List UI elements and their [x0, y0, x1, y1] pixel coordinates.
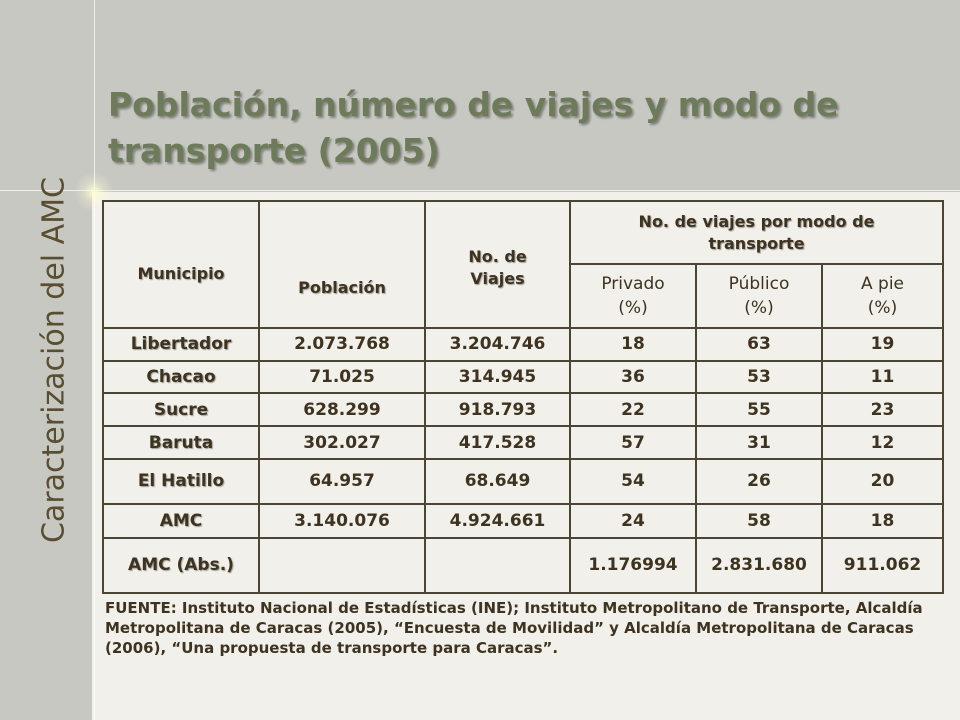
- cell-municipio: Sucre: [103, 393, 259, 426]
- cell-a-pie: 911.062: [822, 538, 943, 593]
- cell-a-pie: 19: [822, 328, 943, 361]
- table-row: [103, 361, 943, 394]
- header-municipio: Municipio: [103, 201, 259, 328]
- cell-publico: 55: [696, 393, 822, 426]
- cell-publico: 53: [696, 361, 822, 394]
- cell-a-pie: 18: [822, 504, 943, 538]
- header-privado: Privado (%): [570, 264, 696, 327]
- cell-viajes: 417.528: [425, 426, 570, 459]
- cell-viajes: 68.649: [425, 459, 570, 504]
- cell-viajes: 3.204.746: [425, 328, 570, 361]
- slide-title: Población, número de viajes y modo de transporte (2005): [108, 85, 839, 170]
- cell-viajes: 314.945: [425, 361, 570, 394]
- cell-municipio: Chacao: [103, 361, 259, 394]
- cell-privado: 36: [570, 361, 696, 394]
- cell-poblacion: [259, 538, 425, 593]
- cell-municipio: Libertador: [103, 328, 259, 361]
- cell-publico: 2.831.680: [696, 538, 822, 593]
- header-viajes: No. de Viajes: [425, 201, 570, 328]
- cell-privado: 18: [570, 328, 696, 361]
- header-modo-group: No. de viajes por modo de transporte: [570, 201, 943, 264]
- table-row: [103, 504, 943, 538]
- cell-municipio: Baruta: [103, 426, 259, 459]
- cell-privado: 57: [570, 426, 696, 459]
- cell-a-pie: 20: [822, 459, 943, 504]
- cell-publico: 63: [696, 328, 822, 361]
- cell-poblacion: 64.957: [259, 459, 425, 504]
- cell-viajes: 4.924.661: [425, 504, 570, 538]
- cell-privado: 54: [570, 459, 696, 504]
- table-row: [103, 538, 943, 593]
- cell-poblacion: 2.073.768: [259, 328, 425, 361]
- header-row: [103, 201, 943, 264]
- table-row: [103, 328, 943, 361]
- cell-publico: 31: [696, 426, 822, 459]
- header-publico: Público (%): [696, 264, 822, 327]
- table-row: [103, 459, 943, 504]
- cell-privado: 24: [570, 504, 696, 538]
- cell-poblacion: 3.140.076: [259, 504, 425, 538]
- cell-municipio: AMC: [103, 504, 259, 538]
- data-table: [102, 200, 944, 594]
- cell-a-pie: 11: [822, 361, 943, 394]
- cell-viajes: [425, 538, 570, 593]
- cell-privado: 22: [570, 393, 696, 426]
- table-row: [103, 393, 943, 426]
- cell-poblacion: 628.299: [259, 393, 425, 426]
- header-poblacion: Población: [259, 201, 425, 328]
- cell-publico: 58: [696, 504, 822, 538]
- cell-poblacion: 302.027: [259, 426, 425, 459]
- horizontal-guide-line: [0, 190, 960, 191]
- cell-privado: 1.176994: [570, 538, 696, 593]
- cell-publico: 26: [696, 459, 822, 504]
- cell-municipio: AMC (Abs.): [103, 538, 259, 593]
- table-row: [103, 426, 943, 459]
- source-note: FUENTE: Instituto Nacional de Estadísticas (INE); Instituto Metropolitano de Transporte, Alcaldía Metropolitana de Caracas (2005), “Encuesta de Movilidad” y Alcaldía Metropolitana de Caracas (2006), “Una propuesta de transporte para Caracas”.: [105, 599, 923, 657]
- cell-poblacion: 71.025: [259, 361, 425, 394]
- vertical-guide-line: [94, 0, 95, 720]
- cell-a-pie: 12: [822, 426, 943, 459]
- side-title: Caracterización del AMC: [36, 176, 72, 544]
- cell-viajes: 918.793: [425, 393, 570, 426]
- cell-a-pie: 23: [822, 393, 943, 426]
- cell-municipio: El Hatillo: [103, 459, 259, 504]
- header-a-pie: A pie (%): [822, 264, 943, 327]
